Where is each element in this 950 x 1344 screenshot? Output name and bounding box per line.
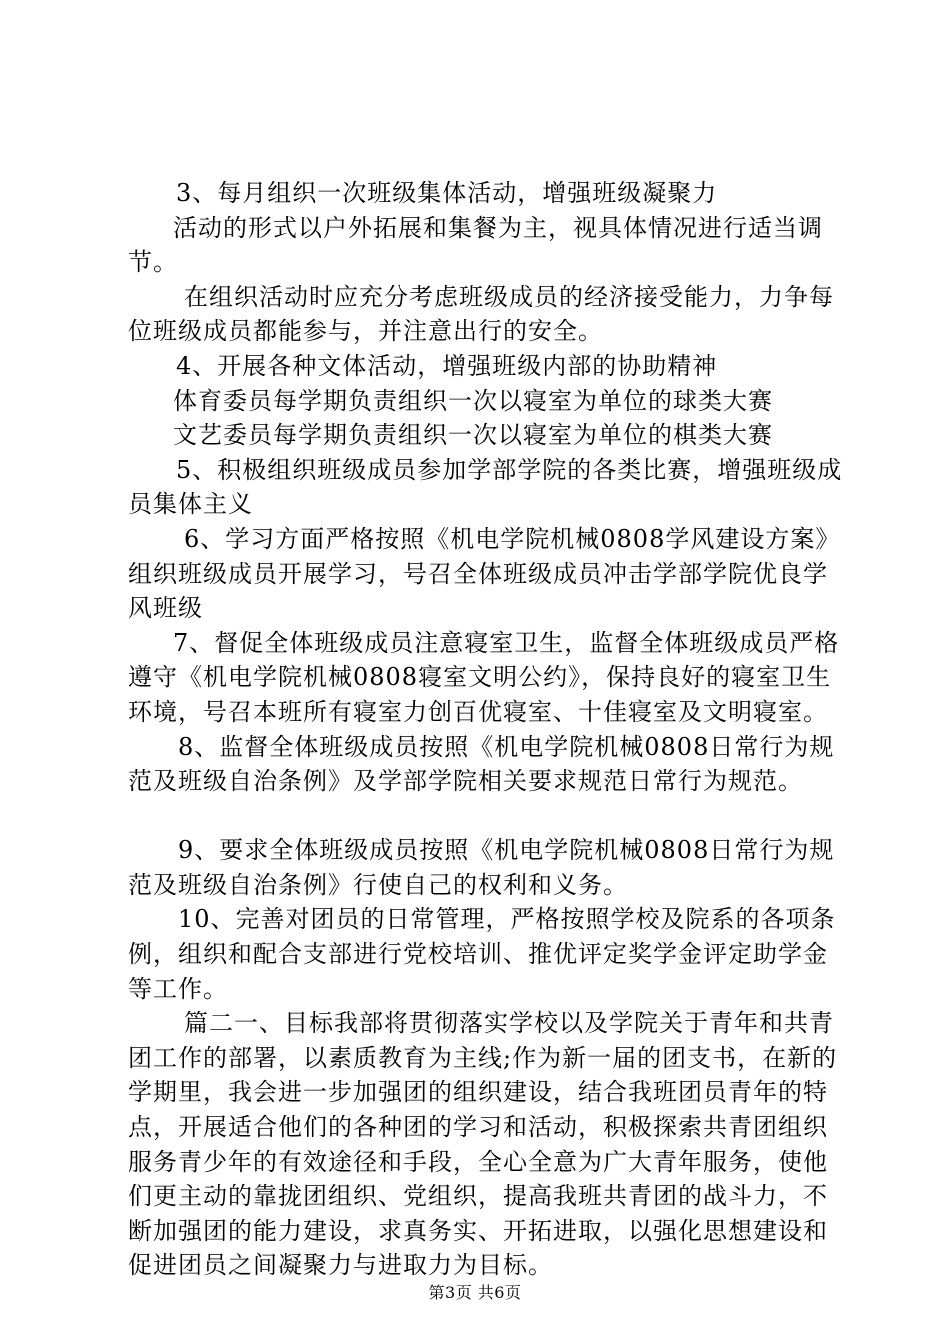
paragraph-item-5: 5、积极组织班级成员参加学部学院的各类比赛，增强班级成员集体主义: [128, 455, 843, 519]
paragraph-item-6: 6、学习方面严格按照《机电学院机械0808学风建设方案》组织班级成员开展学习，号召全体班级成员冲击学部学院优良学风班级: [128, 524, 841, 623]
paragraph-sports-committee: 体育委员每学期负责组织一次以寝室为单位的球类大赛: [173, 386, 773, 415]
paragraph-arts-committee: 文艺委员每学期负责组织一次以寝室为单位的棋类大赛: [173, 421, 773, 450]
paragraph-item-4: 4、开展各种文体活动，增强班级内部的协助精神: [176, 351, 718, 380]
paragraph-spacer: [128, 799, 844, 834]
paragraph-activity-form: 活动的形式以户外拓展和集餐为主，视具体情况进行适当调节。: [128, 213, 823, 277]
paragraph-activity-budget: 在组织活动时应充分考虑班级成员的经济接受能力，力争每位班级成员都能参与，并注意出行的安全。: [128, 282, 834, 346]
document-body: [128, 176, 844, 1283]
paragraph-item-3: 3、每月组织一次班级集体活动，增强班级凝聚力: [176, 179, 718, 207]
paragraph-item-9: 9、要求全体班级成员按照《机电学院机械0808日常行为规范及班级自治条例》行使自己的权利和义务。: [128, 836, 835, 899]
paragraph-item-8: 8、监督全体班级成员按照《机电学院机械0808日常行为规范及班级自治条例》及学部学院相关要求规范日常行为规范。: [128, 732, 835, 796]
paragraph-item-10: 10、完善对团员的日常管理，严格按照学校及院系的各项条例，组织和配合支部进行党校培训、推优评定奖学金评定助学金等工作。: [128, 905, 836, 1003]
paragraph-item-7: 7、督促全体班级成员注意寝室卫生，监督全体班级成员严格遵守《机电学院机械0808寝室文明公约》，保持良好的寝室卫生环境，号召本班所有寝室力创百优寝室、十佳寝室及文明寝室。: [128, 628, 840, 726]
paragraph-section-two: 篇二一、目标我部将贯彻落实学校以及学院关于青年和共青团工作的部署，以素质教育为主线;作为新一届的团支书，在新的学期里，我会进一步加强团的组织建设，结合我班团员青年的特点，开展适合他们的各种团的学习和活动，积极探索共青团组织服务青少年的有效途径和手段，全心全意为广大青年服务，使他们更主动的靠拢团组织、党组织，提高我班共青团的战斗力，不断加强团的能力建设，求真务实、开拓进取，以强化思想建设和促进团员之间凝聚力与进取力为目标。: [128, 1009, 838, 1280]
page-number-footer: 第3页 共6页: [428, 1283, 522, 1302]
